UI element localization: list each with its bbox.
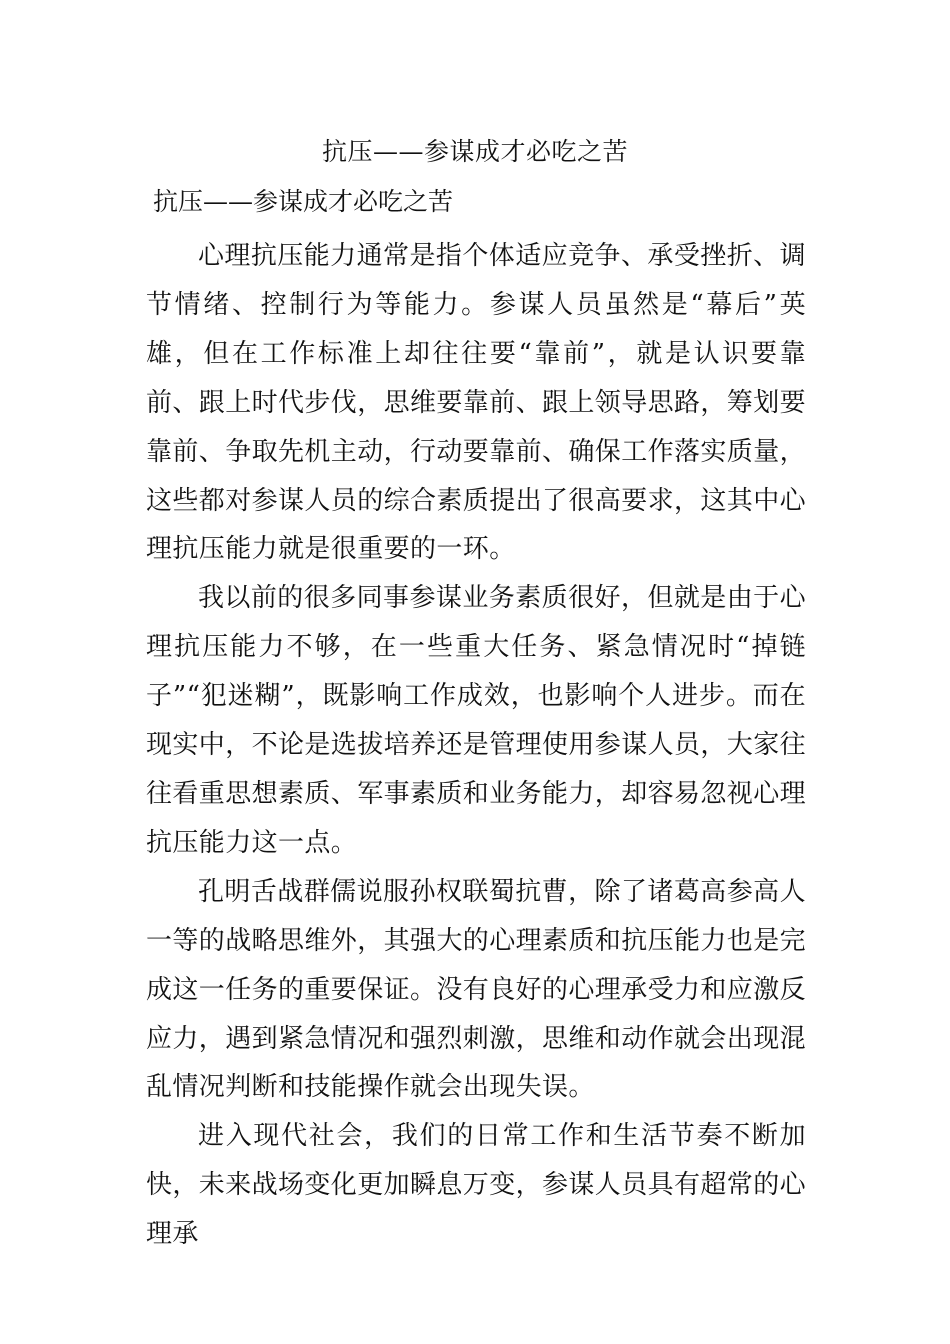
- paragraph: 心理抗压能力通常是指个体适应竞争、承受挫折、调节情绪、控制行为等能力。参谋人员虽然是“幕后”英雄，但在工作标准上却往往要“靠前”，就是认识要靠前、跟上时代步伐，思维要靠前、跟上领导思路，筹划要靠前、争取先机主动，行动要靠前、确保工作落实质量，这些都对参谋人员的综合素质提出了很高要求，这其中心理抗压能力就是很重要的一环。: [146, 241, 807, 565]
- paragraph: 我以前的很多同事参谋业务素质很好，但就是由于心理抗压能力不够，在一些重大任务、紧急情况时“掉链子”“犯迷糊”，既影响工作成效，也影响个人进步。而在现实中，不论是选拔培养还是管理使用参谋人员，大家往往看重思想素质、军事素质和业务能力，却容易忽视心理抗压能力这一点。: [146, 583, 807, 858]
- document-body: [146, 232, 806, 1259]
- document-title: 抗压——参谋成才必吃之苦: [321, 137, 628, 166]
- document-subtitle: 抗压——参谋成才必吃之苦: [153, 187, 454, 216]
- paragraph: 进入现代社会，我们的日常工作和生活节奏不断加快，未来战场变化更加瞬息万变，参谋人员具有超常的心理承: [146, 1121, 807, 1250]
- paragraph: 孔明舌战群儒说服孙权联蜀抗曹，除了诸葛高参高人一等的战略思维外，其强大的心理素质和抗压能力也是完成这一任务的重要保证。没有良好的心理承受力和应激反应力，遇到紧急情况和强烈刺激，思维和动作就会出现混乱情况判断和技能操作就会出现失误。: [146, 876, 807, 1103]
